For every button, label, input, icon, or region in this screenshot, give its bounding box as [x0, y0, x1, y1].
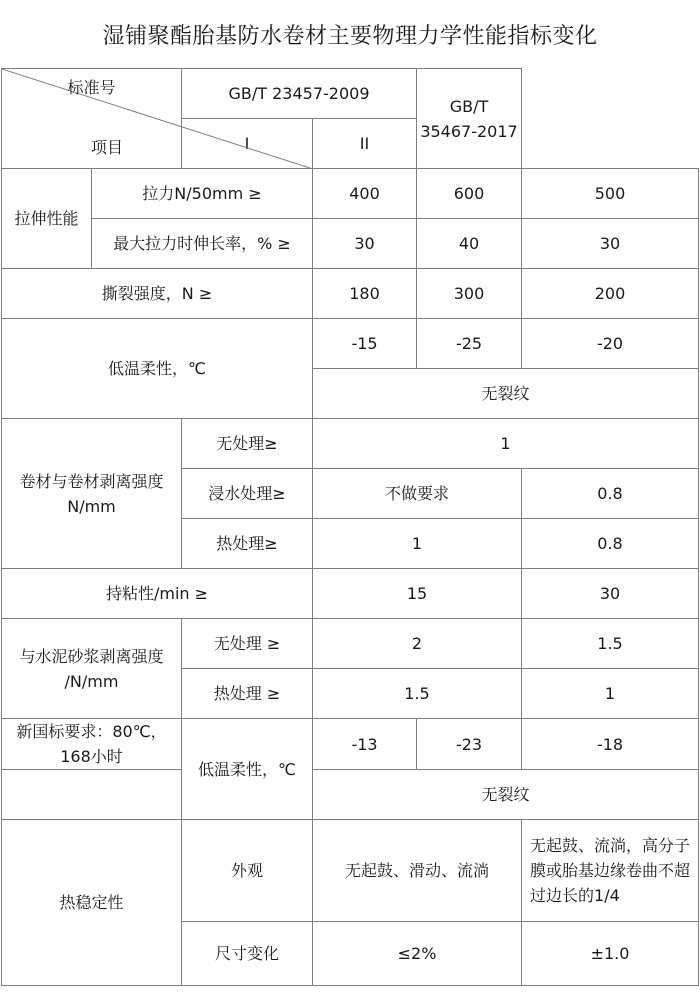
size-change-label: 尺寸变化 — [182, 922, 313, 986]
table-row — [2, 619, 699, 669]
peel-sheet-soak-new: 0.8 — [522, 469, 699, 519]
tear-new: 200 — [522, 269, 699, 319]
new-req-type2: -23 — [417, 719, 522, 770]
peel-mortar-untreated-label: 无处理 ≥ — [182, 619, 313, 669]
new-req-low-temp-label: 低温柔性，℃ — [182, 719, 313, 820]
new-req-new: -18 — [522, 719, 699, 770]
appearance-label: 外观 — [182, 820, 313, 922]
header-corner-cell — [2, 69, 182, 169]
tensile-force-type1: 400 — [313, 169, 417, 219]
tear-type1: 180 — [313, 269, 417, 319]
adhesion-label: 持粘性/min ≥ — [2, 569, 313, 619]
tensile-group-label: 拉伸性能 — [2, 169, 92, 269]
table-row — [2, 319, 699, 369]
new-req-result: 无裂纹 — [313, 770, 699, 820]
elongation-type1: 30 — [313, 219, 417, 269]
header-row-1 — [2, 69, 699, 119]
peel-mortar-heat-old: 1.5 — [313, 669, 522, 719]
std-new-header: GB/T 35467-2017 — [417, 69, 522, 169]
peel-mortar-untreated-old: 2 — [313, 619, 522, 669]
peel-sheet-heat-label: 热处理≥ — [182, 519, 313, 569]
low-temp-type1: -15 — [313, 319, 417, 369]
tensile-force-label: 拉力N/50mm ≥ — [92, 169, 313, 219]
table-row — [2, 820, 699, 922]
table-row — [2, 569, 699, 619]
low-temp-new: -20 — [522, 319, 699, 369]
appearance-old: 无起鼓、滑动、流淌 — [313, 820, 522, 922]
peel-sheet-heat-new: 0.8 — [522, 519, 699, 569]
table-row — [2, 770, 699, 820]
new-req-blank — [2, 770, 182, 820]
table-row — [2, 219, 699, 269]
peel-mortar-group-label: 与水泥砂浆剥离强度 /N/mm — [2, 619, 182, 719]
tear-label: 撕裂强度，N ≥ — [2, 269, 313, 319]
std-old-header: GB/T 23457-2009 — [182, 69, 417, 119]
peel-sheet-untreated-value: 1 — [313, 419, 699, 469]
table-row — [2, 419, 699, 469]
table-row — [2, 719, 699, 770]
standard-no-label: 标准号 — [67, 78, 116, 97]
heat-stability-group-label: 热稳定性 — [2, 820, 182, 986]
type-2-header: II — [313, 119, 417, 169]
table-row — [2, 169, 699, 219]
peel-mortar-heat-new: 1 — [522, 669, 699, 719]
item-label: 项目 — [90, 138, 123, 157]
appearance-new: 无起鼓、流淌，高分子膜或胎基边缘卷曲不超过边长的1/4 — [522, 820, 699, 922]
new-req-note: 新国标要求：80℃，168小时 — [2, 719, 182, 770]
peel-sheet-soak-old: 不做要求 — [313, 469, 522, 519]
table-title: 湿铺聚酯胎基防水卷材主要物理力学性能指标变化 — [102, 23, 598, 49]
low-temp-label: 低温柔性，℃ — [2, 319, 313, 419]
low-temp-type2: -25 — [417, 319, 522, 369]
tensile-force-type2: 600 — [417, 169, 522, 219]
size-change-new: ±1.0 — [522, 922, 699, 986]
elongation-type2: 40 — [417, 219, 522, 269]
peel-mortar-untreated-new: 1.5 — [522, 619, 699, 669]
adhesion-new: 30 — [522, 569, 699, 619]
elongation-label: 最大拉力时伸长率，% ≥ — [92, 219, 313, 269]
adhesion-old: 15 — [313, 569, 522, 619]
low-temp-result: 无裂纹 — [313, 369, 699, 419]
elongation-new: 30 — [522, 219, 699, 269]
peel-sheet-soak-label: 浸水处理≥ — [182, 469, 313, 519]
peel-sheet-untreated-label: 无处理≥ — [182, 419, 313, 469]
tensile-force-new: 500 — [522, 169, 699, 219]
new-req-type1: -13 — [313, 719, 417, 770]
size-change-old: ≤2% — [313, 922, 522, 986]
type-1-header: I — [182, 119, 313, 169]
tear-type2: 300 — [417, 269, 522, 319]
peel-mortar-heat-label: 热处理 ≥ — [182, 669, 313, 719]
peel-sheet-group-label: 卷材与卷材剥离强度 N/mm — [2, 419, 182, 569]
spec-table — [1, 68, 699, 986]
peel-sheet-heat-old: 1 — [313, 519, 522, 569]
table-row — [2, 269, 699, 319]
